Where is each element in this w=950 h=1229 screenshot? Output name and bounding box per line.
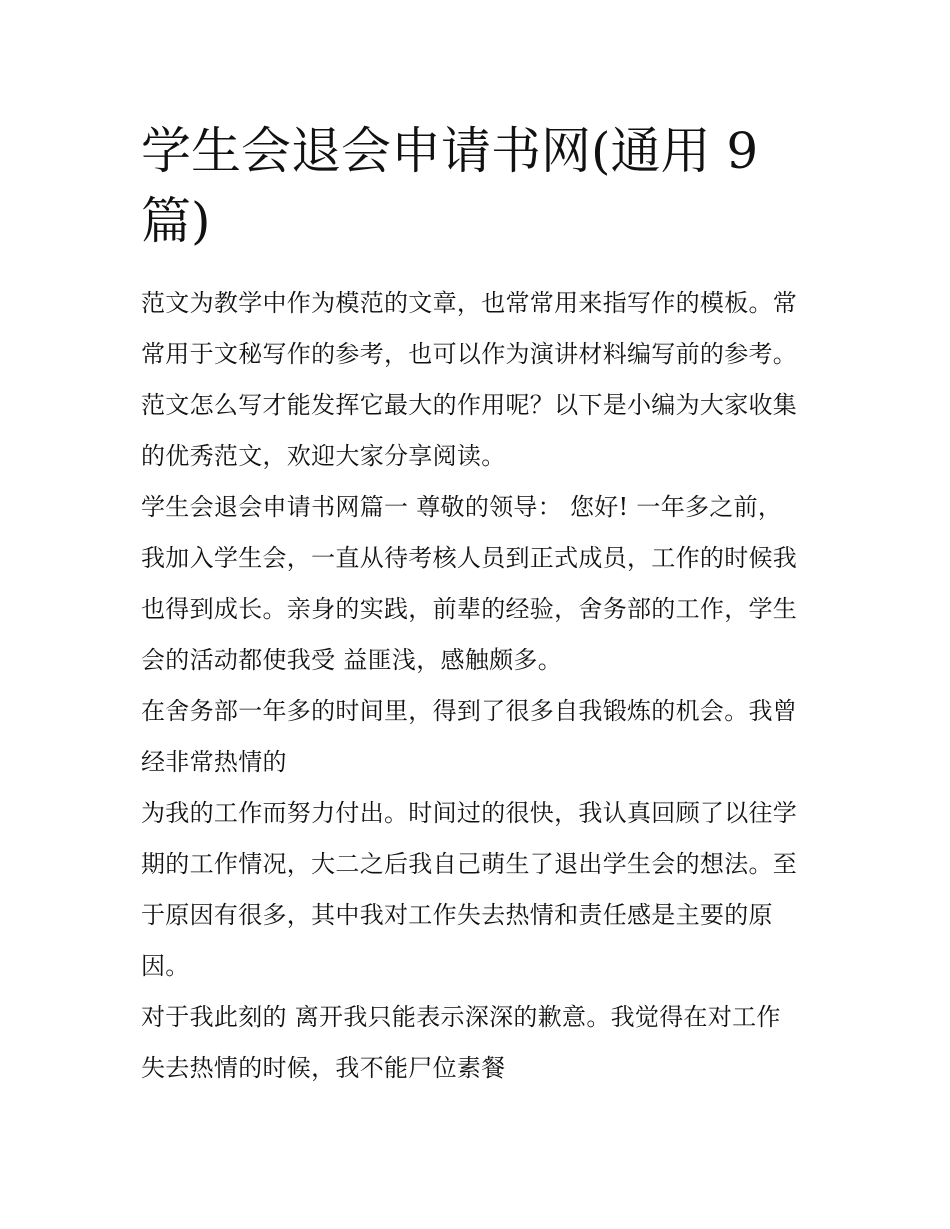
body-line: 也得到成长。亲身的实践，前辈的经验，舍务部的工作，学生	[141, 595, 798, 623]
document-body	[141, 278, 821, 1094]
body-line: 经非常热情的	[141, 748, 287, 776]
body-line: 范文为教学中作为模范的文章，也常常用来指写作的模板。常	[141, 289, 798, 317]
body-line: 对于我此刻的 离开我只能表示深深的歉意。我觉得在对工作	[141, 1003, 781, 1031]
body-line: 于原因有很多，其中我对工作失去热情和责任感是主要的原	[141, 901, 773, 929]
body-line: 范文怎么写才能发挥它最大的作用呢？以下是小编为大家收集	[141, 391, 798, 419]
body-line: 常用于文秘写作的参考，也可以作为演讲材料编写前的参考。	[141, 340, 798, 368]
body-line: 失去热情的时候，我不能尸位素餐	[141, 1054, 506, 1082]
title-line-2: 篇)	[141, 192, 211, 250]
body-line: 学生会退会申请书网篇一 尊敬的领导： 您好! 一年多之前，	[141, 493, 783, 521]
body-line: 我加入学生会，一直从待考核人员到正式成员，工作的时候我	[141, 544, 798, 572]
body-line: 因。	[141, 952, 190, 980]
document-title	[141, 116, 781, 256]
body-line: 期的工作情况，大二之后我自己萌生了退出学生会的想法。至	[141, 850, 798, 878]
body-line: 为我的工作而努力付出。时间过的很快，我认真回顾了以往学	[141, 799, 798, 827]
body-line: 的优秀范文，欢迎大家分享阅读。	[141, 442, 506, 470]
body-line: 会的活动都使我受 益匪浅，感触颇多。	[141, 646, 563, 674]
body-line: 在舍务部一年多的时间里，得到了很多自我锻炼的机会。我曾	[141, 697, 798, 725]
title-line-1: 学生会退会申请书网(通用 9	[141, 122, 759, 180]
